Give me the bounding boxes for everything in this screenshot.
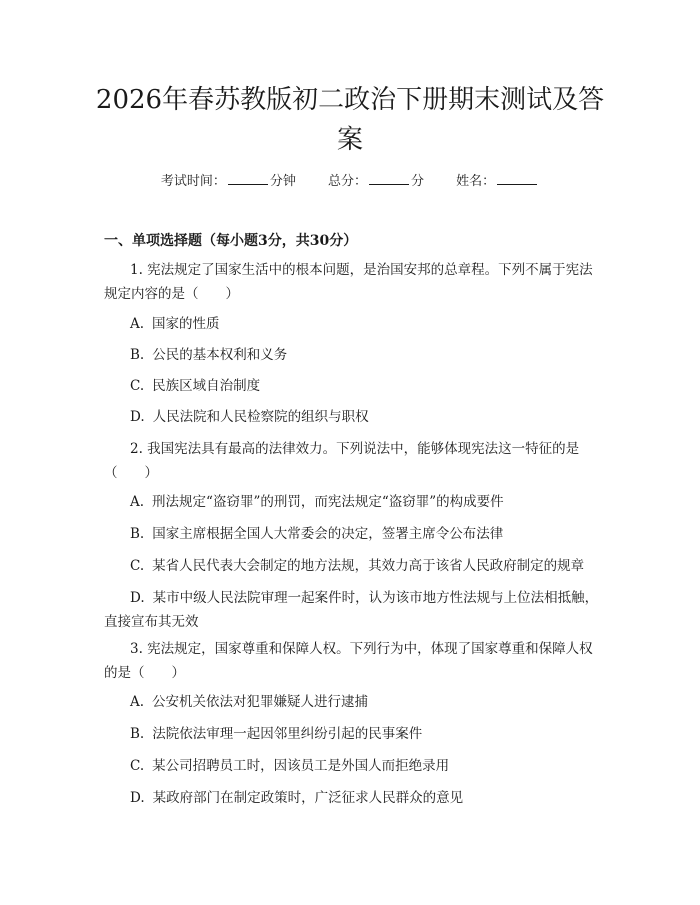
name-blank (497, 172, 537, 185)
option-text: 国家主席根据全国人大常委会的决定，签署主席令公布法律 (152, 526, 504, 542)
option-key: C. (130, 758, 145, 774)
question-stem: 2. 我国宪法具有最高的法律效力。下列说法中，能够体现宪法这一特征的是（ ） (104, 441, 580, 481)
option-item (130, 405, 610, 429)
option-item (130, 522, 610, 546)
option-item (130, 343, 610, 367)
option-key: B. (130, 347, 145, 363)
option-item (130, 690, 610, 714)
option-item (130, 754, 610, 778)
option-key: B. (130, 726, 145, 742)
exam-info-line (0, 170, 700, 189)
option-item (130, 786, 610, 810)
section-heading: 一、单项选择题（每小题3分，共30分） (104, 233, 358, 249)
exam-time-blank (228, 172, 268, 185)
option-key: A. (130, 494, 145, 510)
question-stem: 1. 宪法规定了国家生活中的根本问题，是治国安邦的总章程。下列不属于宪法规定内容的是（ ） (104, 262, 593, 302)
exam-time-field (161, 170, 296, 189)
question-stem: 3. 宪法规定，国家尊重和保障人权。下列行为中，体现了国家尊重和保障人权的是（ ） (104, 641, 593, 681)
option-text: 刑法规定“盗窃罪”的刑罚，而宪法规定“盗窃罪”的构成要件 (152, 494, 504, 510)
option-key: A. (130, 694, 145, 710)
option-key: B. (130, 526, 145, 542)
option-item (130, 554, 610, 578)
name-label: 姓名： (456, 174, 496, 189)
option-text: 某市中级人民法院审理一起案件时，认为该市地方性法规与上位法相抵触，直接宣布其无效 (104, 590, 599, 630)
option-text: 人民法院和人民检察院的组织与职权 (152, 409, 369, 425)
option-key: C. (130, 378, 145, 394)
option-key: D. (130, 790, 145, 806)
option-key: C. (130, 558, 145, 574)
exam-time-unit: 分钟 (269, 174, 296, 189)
exam-time-label: 考试时间： (160, 174, 226, 189)
option-text: 公民的基本权利和义务 (152, 347, 288, 363)
name-field (456, 170, 539, 189)
option-text: 国家的性质 (152, 316, 220, 332)
total-score-unit: 分 (411, 174, 425, 189)
option-text: 某公司招聘员工时，因该员工是外国人而拒绝录用 (152, 758, 450, 774)
option-text: 某省人民代表大会制定的地方法规，其效力高于该省人民政府制定的规章 (152, 558, 585, 574)
option-text: 公安机关依法对犯罪嫌疑人进行逮捕 (152, 694, 369, 710)
option-item (130, 490, 610, 514)
option-text: 法院依法审理一起因邻里纠纷引起的民事案件 (152, 726, 423, 742)
option-text: 某政府部门在制定政策时，广泛征求人民群众的意见 (152, 790, 464, 806)
option-item (130, 312, 610, 336)
page-title: 2026年春苏教版初二政治下册期末测试及答案 (95, 85, 605, 155)
option-key: D. (130, 590, 145, 606)
option-key: A. (130, 316, 145, 332)
option-key: D. (130, 409, 145, 425)
option-text: 民族区域自治制度 (152, 378, 261, 394)
total-score-field (328, 170, 424, 189)
total-score-label: 总分： (327, 174, 367, 189)
option-item (130, 722, 610, 746)
option-item (130, 374, 610, 398)
total-score-blank (369, 172, 409, 185)
option-item (104, 586, 604, 634)
